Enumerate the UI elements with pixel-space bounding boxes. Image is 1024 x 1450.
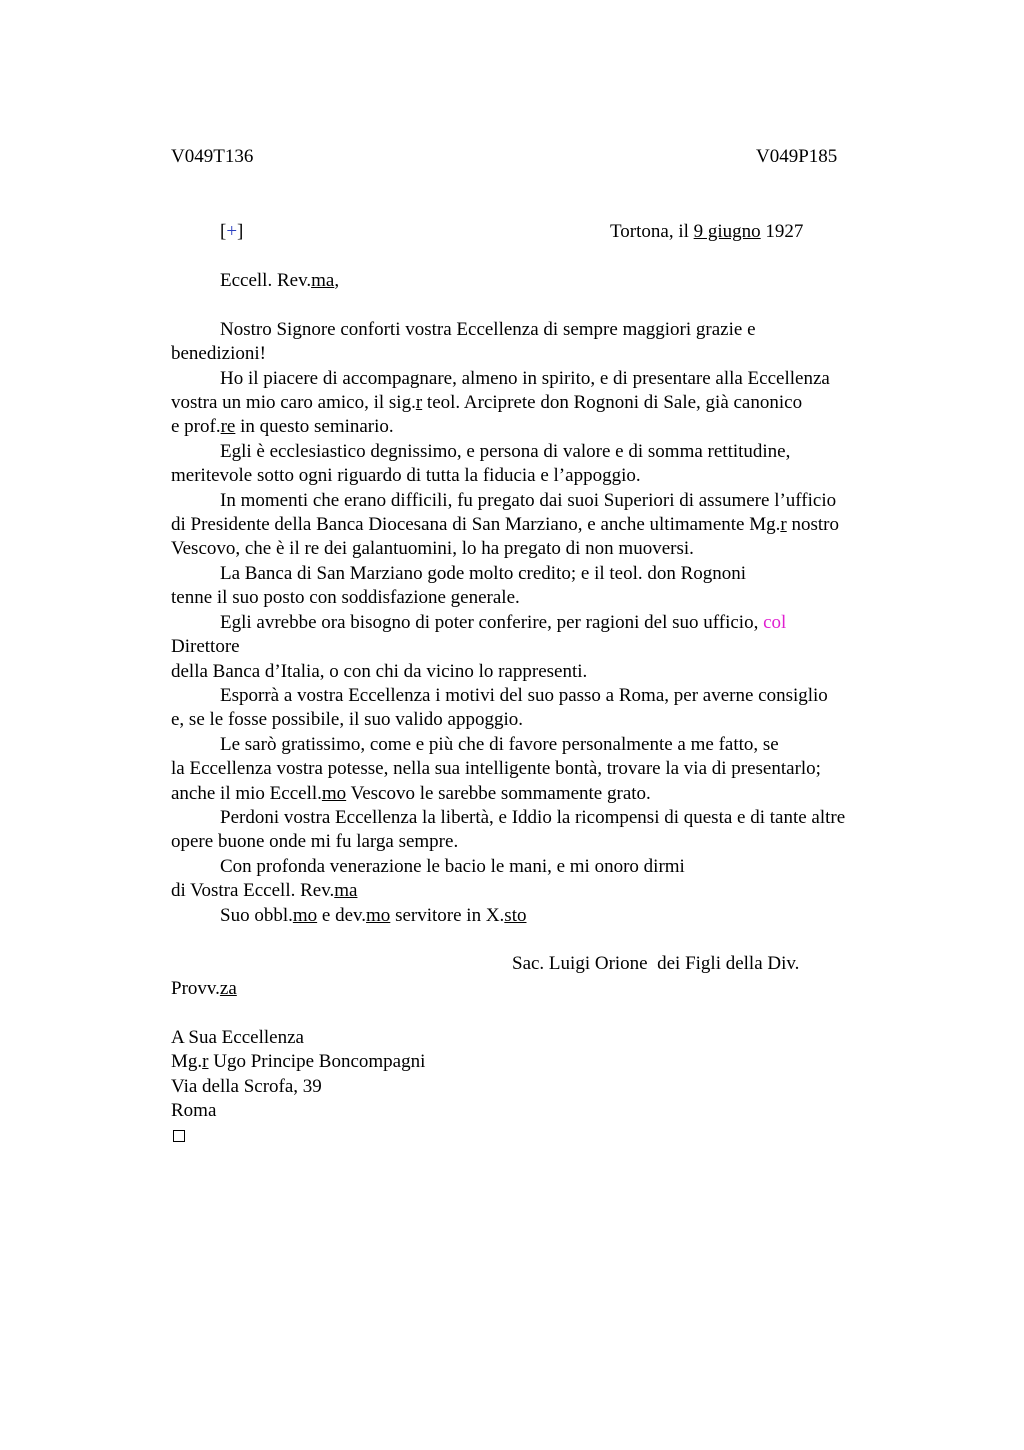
body-line: meritevole sotto ogni riguardo di tutta la fiducia e l’appoggio. [171, 465, 641, 486]
body-line: e prof.re in questo seminario. [171, 416, 394, 437]
body-line: della Banca d’Italia, o con chi da vicino lo rappresenti. [171, 661, 588, 682]
body-line: Egli è ecclesiastico degnissimo, e persona di valore e di somma rettitudine, [220, 441, 791, 462]
body-line: Perdoni vostra Eccellenza la libertà, e Iddio la ricompensi di questa e di tante altre [220, 807, 846, 828]
body-line: Ho il piacere di accompagnare, almeno in spirito, e di presentare alla Eccellenza [220, 368, 830, 389]
address-line: A Sua Eccellenza [171, 1027, 304, 1048]
body-line: La Banca di San Marziano gode molto credito; e il teol. don Rognoni [220, 563, 747, 584]
signature: Sac. Luigi Orione dei Figli della Div. [512, 953, 800, 974]
body-line: opere buone onde mi fu larga sempre. [171, 831, 459, 852]
body-line: e, se le fosse possibile, il suo valido appoggio. [171, 709, 523, 730]
salutation: Eccell. Rev.ma, [220, 270, 340, 291]
body-line: Suo obbl.mo e dev.mo servitore in X.sto [220, 905, 527, 926]
body-line: di Presidente della Banca Diocesana di San Marziano, e anche ultimamente Mg.r nostro [171, 514, 839, 535]
cross-icon: + [226, 221, 238, 242]
body-line: vostra un mio caro amico, il sig.r teol. Arciprete don Rognoni di Sale, già canonico [171, 392, 803, 413]
body-line: Esporrà a vostra Eccellenza i motivi del suo passo a Roma, per averne consiglio [220, 685, 828, 706]
body-line: la Eccellenza vostra potesse, nella sua intelligente bontà, trovare la via di presentarlo; [171, 758, 821, 779]
address-line: Via della Scrofa, 39 [171, 1076, 322, 1097]
body-line: anche il mio Eccell.mo Vescovo le sarebbe sommamente grato. [171, 783, 651, 804]
address-line: Mg.r Ugo Principe Boncompagni [171, 1051, 426, 1072]
body-line: Nostro Signore conforti vostra Eccellenza di sempre maggiori grazie e [220, 319, 756, 340]
body-line: Direttore [171, 636, 240, 657]
document-code-left: V049T136 [171, 146, 254, 167]
date-day-month: 9 giugno [693, 221, 761, 242]
body-line: Vescovo, che è il re dei galantuomini, lo ha pregato di non muoversi. [171, 538, 694, 559]
dateline: Tortona, il 9 giugno 1927 [610, 221, 804, 242]
body-line: benedizioni! [171, 343, 266, 364]
cross-mark: [+] [220, 221, 244, 242]
body-line: di Vostra Eccell. Rev.ma [171, 880, 358, 901]
body-line: tenne il suo posto con soddisfazione generale. [171, 587, 520, 608]
body-line: Le sarò gratissimo, come e più che di favore personalmente a me fatto, se [220, 734, 779, 755]
body-line: Con profonda venerazione le bacio le mani, e mi onoro dirmi [220, 856, 685, 877]
signature-continuation: Provv.za [171, 978, 237, 999]
address-line: Roma [171, 1100, 217, 1121]
body-line: Egli avrebbe ora bisogno di poter conferire, per ragioni del suo ufficio, col [220, 612, 787, 633]
body-line: In momenti che erano difficili, fu pregato dai suoi Superiori di assumere l’ufficio [220, 490, 837, 511]
document-code-right: V049P185 [756, 146, 838, 167]
square-icon [173, 1130, 185, 1142]
highlighted-word: col [763, 612, 787, 633]
